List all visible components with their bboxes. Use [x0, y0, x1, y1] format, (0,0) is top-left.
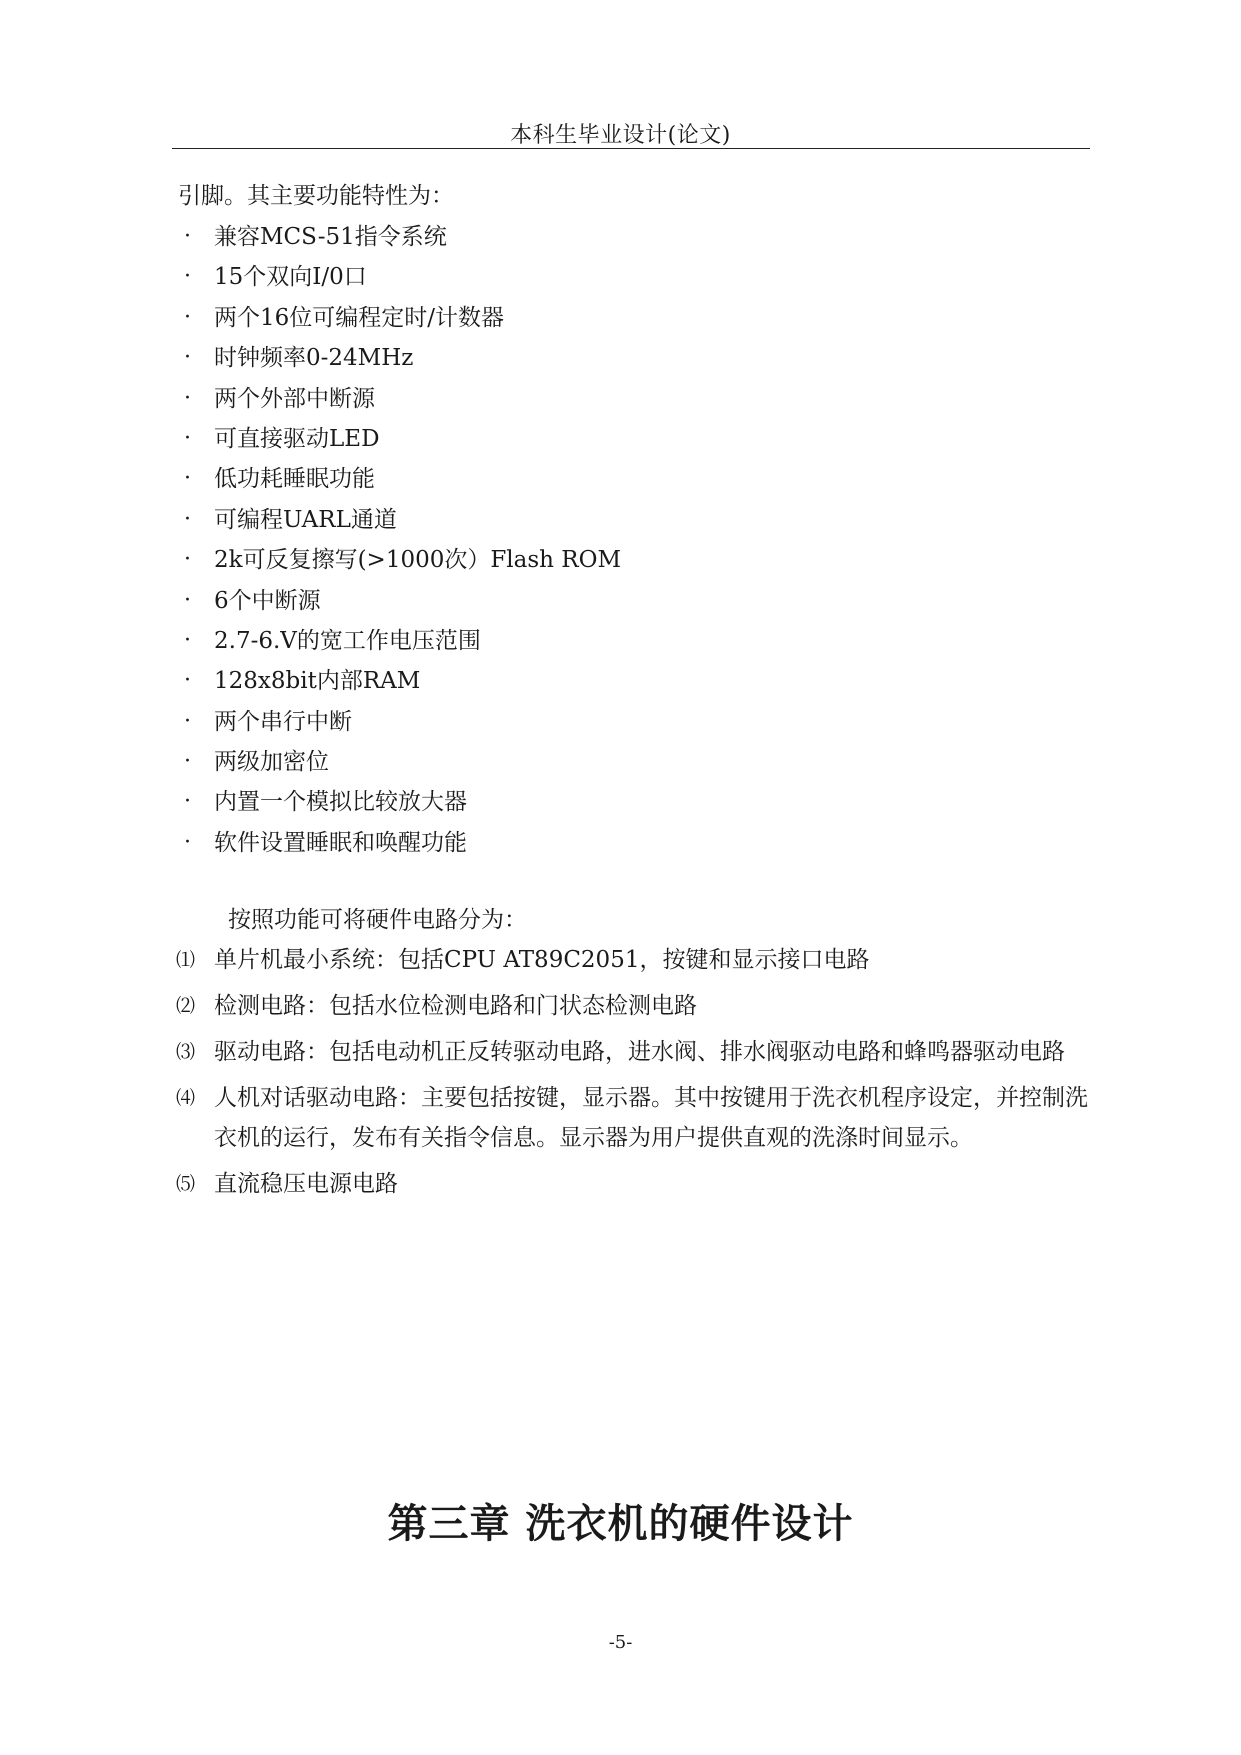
list-item [176, 1170, 1090, 1204]
list-item [176, 1038, 1090, 1072]
feature-text: 可编程UARL通道 [214, 506, 397, 533]
list-number: ⑶ [176, 1041, 196, 1063]
intro-paragraph: 引脚。其主要功能特性为： [178, 183, 454, 209]
bullet-icon: · [184, 587, 191, 613]
feature-text: 软件设置睡眠和唤醒功能 [214, 829, 467, 856]
list-item [184, 788, 621, 828]
list-item [184, 385, 621, 425]
list-item [184, 223, 621, 263]
feature-text: 低功耗睡眠功能 [214, 466, 375, 493]
feature-text: 可直接驱动LED [214, 425, 380, 452]
list-item [184, 748, 621, 788]
circuit-text: 直流稳压电源电路 [214, 1171, 398, 1197]
feature-text: 6个中断源 [214, 587, 321, 614]
feature-text: 两级加密位 [214, 749, 329, 776]
list-item [184, 829, 621, 869]
list-item [184, 344, 621, 384]
list-number: ⑷ [176, 1087, 196, 1109]
feature-list [184, 223, 621, 869]
circuit-intro-paragraph: 按照功能可将硬件电路分为： [228, 907, 527, 933]
feature-text: 2k可反复擦写(>1000次）Flash ROM [214, 547, 622, 574]
circuit-text: 单片机最小系统：包括CPU AT89C2051，按键和显示接口电路 [214, 947, 870, 973]
feature-text: 时钟频率0-24MHz [214, 345, 414, 372]
feature-text: 两个外部中断源 [214, 385, 375, 412]
header-divider [172, 148, 1090, 149]
list-item [184, 546, 621, 586]
list-item [184, 263, 621, 303]
page-number: -5- [608, 1632, 633, 1653]
list-item [184, 627, 621, 667]
list-item [184, 587, 621, 627]
bullet-icon: · [184, 708, 191, 734]
list-item [184, 708, 621, 748]
list-item [184, 506, 621, 546]
list-number: ⑵ [176, 995, 196, 1017]
bullet-icon: · [184, 627, 191, 653]
bullet-icon: · [184, 385, 191, 411]
bullet-icon: · [184, 749, 191, 775]
bullet-icon: · [184, 224, 191, 249]
feature-text: 128x8bit内部RAM [214, 668, 421, 695]
list-item [176, 992, 1090, 1026]
feature-text: 2.7-6.V的宽工作电压范围 [214, 627, 481, 654]
chapter-heading: 第三章 洗衣机的硬件设计 [387, 1501, 854, 1547]
list-item [176, 1084, 1090, 1158]
circuit-text: 驱动电路：包括电动机正反转驱动电路，进水阀、排水阀驱动电路和蜂鸣器驱动电路 [214, 1039, 1065, 1065]
feature-text: 两个串行中断 [214, 708, 352, 735]
bullet-icon: · [184, 506, 191, 532]
list-number: ⑴ [176, 949, 196, 971]
feature-text: 15个双向I/0口 [214, 264, 367, 291]
bullet-icon: · [184, 789, 191, 815]
circuit-text: 人机对话驱动电路：主要包括按键，显示器。其中按键用于洗衣机程序设定，并控制洗衣机的运行，发布有关指令信息。显示器为用户提供直观的洗涤时间显示。 [214, 1085, 1088, 1151]
bullet-icon: · [184, 264, 191, 290]
list-number: ⑸ [176, 1173, 196, 1195]
feature-text: 兼容MCS-51指令系统 [214, 224, 447, 250]
list-item [184, 667, 621, 707]
bullet-icon: · [184, 425, 191, 451]
bullet-icon: · [184, 345, 191, 371]
feature-text: 两个16位可编程定时/计数器 [214, 304, 505, 331]
bullet-icon: · [184, 668, 191, 694]
list-item [184, 304, 621, 344]
bullet-icon: · [184, 829, 191, 855]
bullet-icon: · [184, 304, 191, 330]
page-header-title: 本科生毕业设计(论文) [510, 123, 731, 148]
bullet-icon: · [184, 466, 191, 492]
bullet-icon: · [184, 547, 191, 573]
list-item [184, 425, 621, 465]
feature-text: 内置一个模拟比较放大器 [214, 789, 467, 816]
list-item [176, 946, 1090, 980]
circuit-list [176, 946, 1090, 1216]
list-item [184, 465, 621, 505]
circuit-text: 检测电路：包括水位检测电路和门状态检测电路 [214, 993, 697, 1019]
